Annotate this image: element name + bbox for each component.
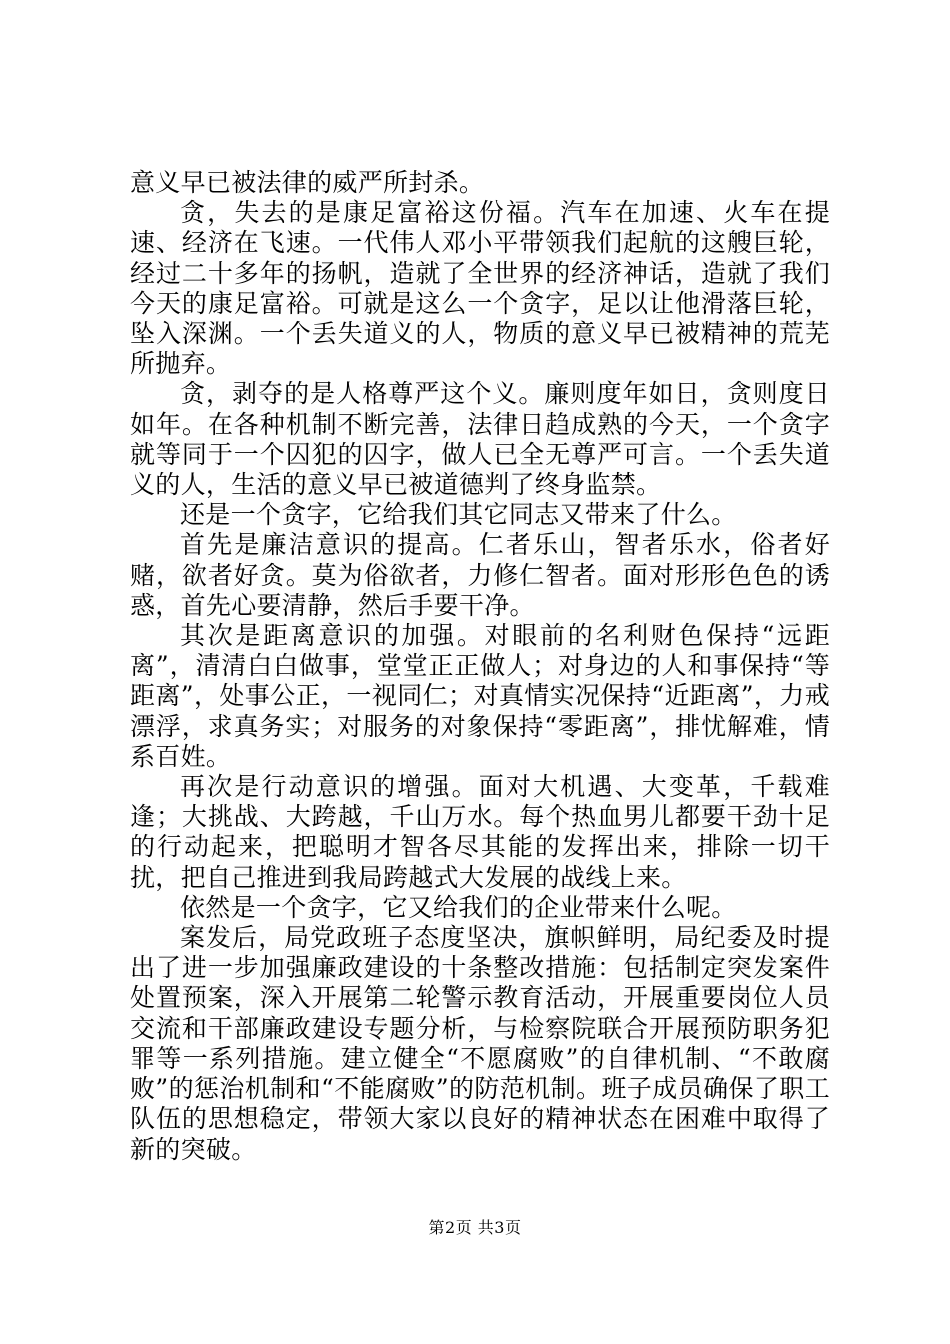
paragraph: 再次是行动意识的增强。面对大机遇、大变革，千载难逢；大挑战、大跨越，千山万水。每个热血男儿都要干劲十足的行动起来，把聪明才智各尽其能的发挥出来，排除一切干扰，把自己推进到我局跨越式大发展的战线上来。 <box>130 772 830 892</box>
document-body <box>130 168 830 1165</box>
paragraph: 还是一个贪字，它给我们其它同志又带来了什么。 <box>180 500 737 530</box>
paragraph: 其次是距离意识的加强。对眼前的名利财色保持“远距离”，清清白白做事，堂堂正正做人；对身边的人和事保持“等距离”，处事公正，一视同仁；对真情实况保持“近距离”，力戒漂浮，求真务实；对服务的对象保持“零距离”，排忧解难，情系百姓。 <box>130 621 830 771</box>
paragraph: 贪，失去的是康足富裕这份福。汽车在加速、火车在提速、经济在飞速。一代伟人邓小平带领我们起航的这艘巨轮，经过二十多年的扬帆，造就了全世界的经济神话，造就了我们今天的康足富裕。可就是这么一个贪字，足以让他滑落巨轮，坠入深渊。一个丢失道义的人，物质的意义早已被精神的荒芜所抛弃。 <box>130 198 830 379</box>
paragraph: 首先是廉洁意识的提高。仁者乐山，智者乐水，俗者好赌，欲者好贪。莫为俗欲者，力修仁智者。面对形形色色的诱惑，首先心要清静，然后手要干净。 <box>130 530 830 620</box>
page-number: 第2页 共3页 <box>428 1218 522 1237</box>
paragraph: 贪，剥夺的是人格尊严这个义。廉则度年如日，贪则度日如年。在各种机制不断完善，法律日趋成熟的今天，一个贪字就等同于一个囚犯的囚字，做人已全无尊严可言。一个丢失道义的人，生活的意义早已被道德判了终身监禁。 <box>130 379 830 500</box>
paragraph: 案发后，局党政班子态度坚决，旗帜鲜明，局纪委及时提出了进一步加强廉政建设的十条整改措施：包括制定突发案件处置预案，深入开展第二轮警示教育活动，开展重要岗位人员交流和干部廉政建设专题分析，与检察院联合开展预防职务犯罪等一系列措施。建立健全“不愿腐败”的自律机制、“不敢腐败”的惩治机制和“不能腐败”的防范机制。班子成员确保了职工队伍的思想稳定，带领大家以良好的精神状态在困难中取得了新的突破。 <box>130 923 830 1164</box>
paragraph: 依然是一个贪字，它又给我们的企业带来什么呢。 <box>180 892 737 922</box>
paragraph-continuation: 意义早已被法律的威严所封杀。 <box>130 168 485 197</box>
